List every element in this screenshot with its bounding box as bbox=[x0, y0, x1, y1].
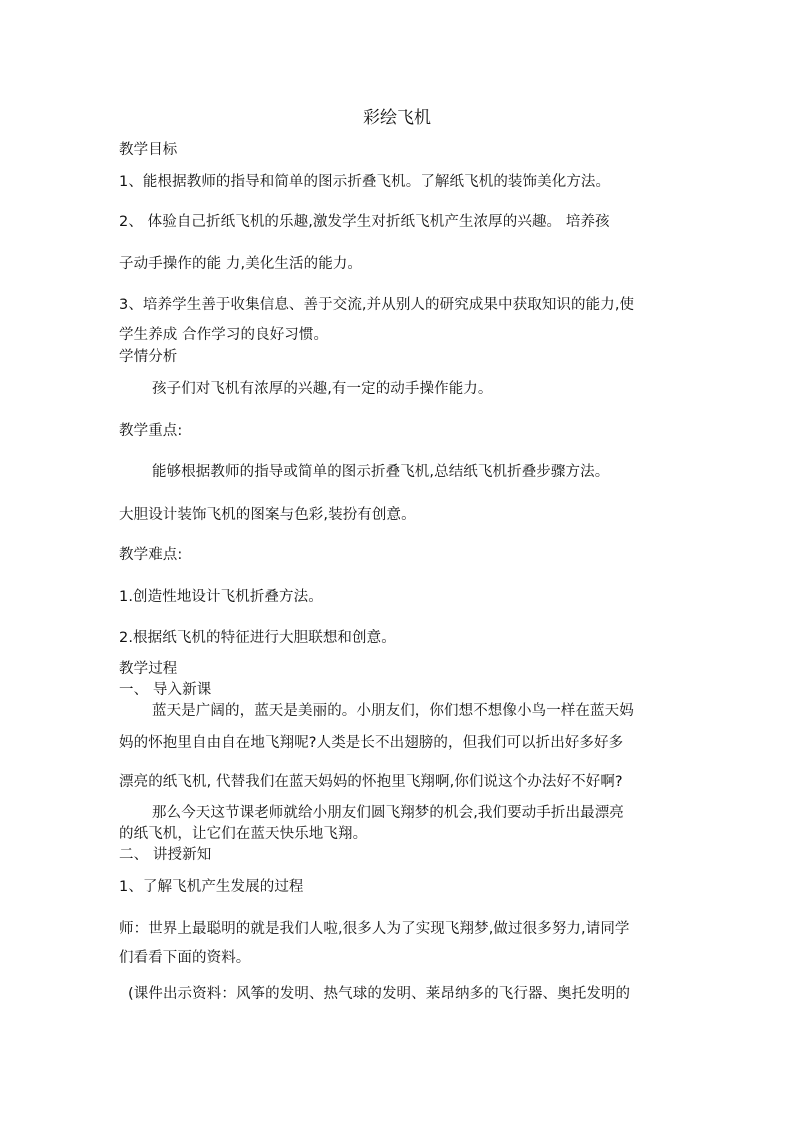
paragraph-2-line-2: 的纸飞机，让它们在蓝天快乐地飞翔。 bbox=[119, 826, 368, 842]
process-heading: 教学过程 bbox=[119, 661, 178, 677]
paragraph-1-line-3: 漂亮的纸飞机, 代替我们在蓝天妈妈的怀抱里飞翔啊,你们说这个办法好不好啊? bbox=[119, 774, 623, 790]
paragraph-1-line-2: 妈的怀抱里自由自在地飞翔呢?人类是长不出翅膀的，但我们可以折出好多好多 bbox=[119, 735, 624, 751]
key-point-line-1: 能够根据教师的指导或简单的图示折叠飞机,总结纸飞机折叠步骤方法。 bbox=[152, 464, 610, 480]
analysis-text: 孩子们对飞机有浓厚的兴趣,有一定的动手操作能力。 bbox=[152, 381, 493, 397]
objective-3-line-2: 学生养成 合作学习的良好习惯。 bbox=[119, 327, 329, 343]
objectives-heading: 教学目标 bbox=[119, 142, 178, 158]
subsection-1-heading: 1、了解飞机产生发展的过程 bbox=[119, 879, 304, 895]
difficulty-1: 1.创造性地设计飞机折叠方法。 bbox=[119, 589, 323, 605]
document-title: 彩绘飞机 bbox=[363, 108, 431, 128]
key-point-line-2: 大胆设计装饰飞机的图案与色彩,装扮有创意。 bbox=[119, 507, 416, 523]
difficulty-2: 2.根据纸飞机的特征进行大胆联想和创意。 bbox=[119, 630, 396, 646]
teacher-line-1: 师：世界上最聪明的就是我们人啦,很多人为了实现飞翔梦,做过很多努力,请同学 bbox=[119, 921, 630, 937]
paragraph-1-line-1: 蓝天是广阔的，蓝天是美丽的。小朋友们，你们想不想像小鸟一样在蓝天妈 bbox=[152, 703, 634, 719]
paragraph-2-line-1: 那么今天这节课老师就给小朋友们圆飞翔梦的机会,我们要动手折出最漂亮 bbox=[152, 805, 624, 821]
key-points-heading: 教学重点: bbox=[119, 423, 183, 439]
analysis-heading: 学情分析 bbox=[119, 349, 178, 365]
difficulty-heading: 教学难点: bbox=[119, 547, 183, 563]
step-1-heading: 一、 导入新课 bbox=[119, 682, 212, 698]
objective-2-line-2: 子动手操作的能 力,美化生活的能力。 bbox=[119, 256, 363, 272]
step-2-heading: 二、 讲授新知 bbox=[119, 847, 212, 863]
objective-2-line-1: 2、 体验自己折纸飞机的乐趣,激发学生对折纸飞机产生浓厚的兴趣。 培养孩 bbox=[119, 214, 610, 230]
objective-1: 1、能根据教师的指导和简单的图示折叠飞机。了解纸飞机的装饰美化方法。 bbox=[119, 174, 611, 190]
teacher-line-2: 们看看下面的资料。 bbox=[119, 950, 251, 966]
material-line: (课件出示资料：风筝的发明、热气球的发明、莱昂纳多的飞行器、奥托发明的 bbox=[128, 986, 631, 1002]
objective-3-line-1: 3、培养学生善于收集信息、善于交流,并从别人的研究成果中获取知识的能力,使 bbox=[119, 297, 635, 313]
